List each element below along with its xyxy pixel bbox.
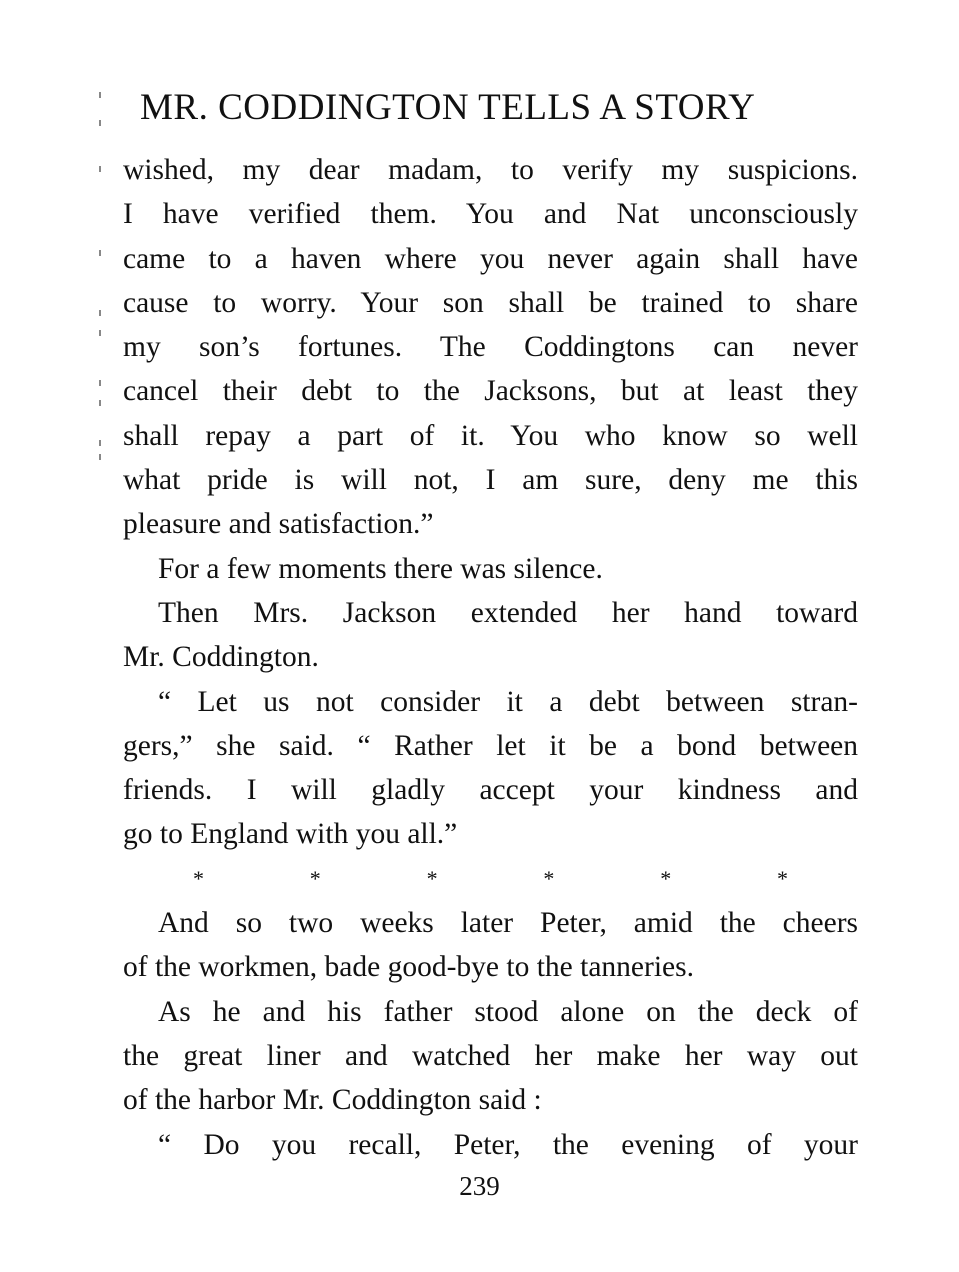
text-line: For a few moments there was silence. — [158, 552, 603, 585]
text-line: As he and his father stood alone on the deck of — [158, 995, 858, 1028]
asterisk: * — [660, 865, 672, 891]
paragraph — [123, 148, 858, 547]
paragraph — [123, 680, 858, 857]
text-line: cancel their debt to the Jacksons, but at least they — [123, 375, 858, 408]
asterisk: * — [776, 865, 788, 891]
body-text — [123, 148, 858, 1167]
running-head: MR. CODDINGTON TELLS A STORY — [140, 87, 756, 128]
text-line: “ Let us not consider it a debt between stran- — [158, 685, 858, 718]
text-line: shall repay a part of it. You who know so well — [123, 419, 858, 452]
text-line: friends. I will gladly accept your kindness and — [123, 774, 858, 807]
paragraph — [123, 547, 858, 591]
text-line: of the harbor Mr. Coddington said : — [123, 1084, 542, 1117]
text-line: my son’s fortunes. The Coddingtons can never — [123, 331, 858, 364]
text-line: Then Mrs. Jackson extended her hand toward — [158, 596, 858, 629]
text-line: cause to worry. Your son shall be trained to share — [123, 286, 858, 319]
text-line: came to a haven where you never again shall have — [123, 242, 858, 275]
text-line: wished, my dear madam, to verify my suspicions. — [123, 154, 858, 186]
text-line: pleasure and satisfaction.” — [123, 508, 434, 541]
text-line: the great liner and watched her make her way out — [123, 1039, 858, 1072]
text-line: of the workmen, bade good-bye to the tanneries. — [123, 951, 694, 984]
text-line: I have verified them. You and Nat unconsciously — [123, 198, 858, 231]
paragraph — [123, 990, 858, 1123]
asterisk: * — [543, 865, 555, 891]
text-line: what pride is will not, I am sure, deny me this — [123, 464, 858, 497]
text-line: Mr. Coddington. — [123, 641, 319, 674]
page-number: 239 — [459, 1171, 500, 1201]
paragraph — [123, 901, 858, 990]
asterisk: * — [309, 865, 321, 891]
text-line: gers,” she said. “ Rather let it be a bond between — [123, 729, 858, 762]
paragraph — [123, 1123, 858, 1167]
asterisk: * — [426, 865, 438, 891]
text-line: And so two weeks later Peter, amid the cheers — [158, 907, 858, 940]
section-break — [123, 857, 858, 901]
text-line: “ Do you recall, Peter, the evening of your — [158, 1128, 858, 1161]
paragraph — [123, 591, 858, 680]
text-line: go to England with you all.” — [123, 818, 458, 851]
margin-scan-marks — [96, 80, 106, 480]
asterisk: * — [193, 865, 204, 891]
